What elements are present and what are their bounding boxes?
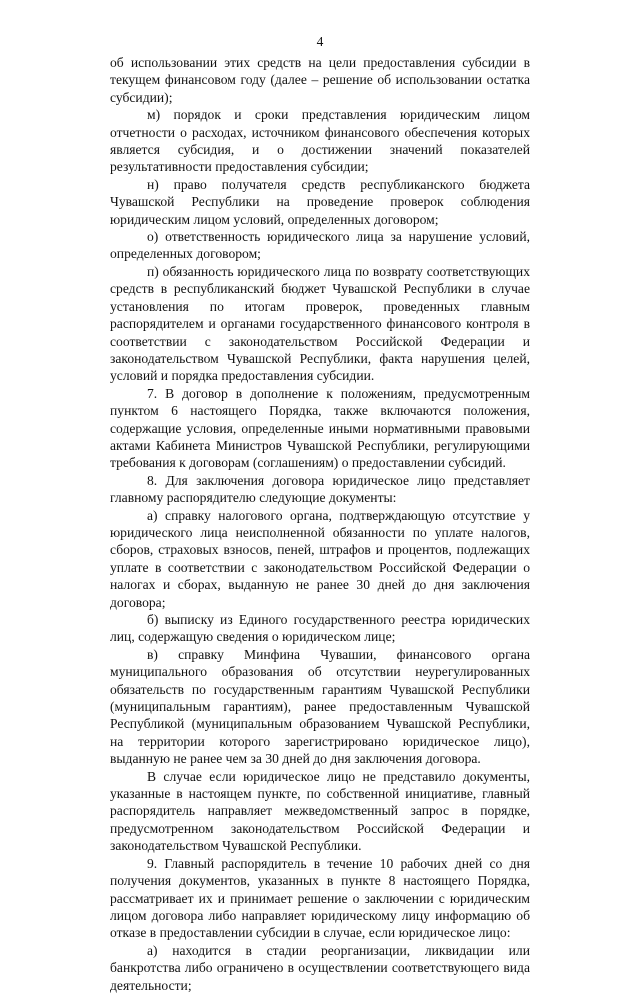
page-number: 4	[316, 34, 324, 49]
paragraph-p: п) обязанность юридического лица по возврату соответствующих средств в республиканский бюджет Чувашской Республики в случае установления по итогам проверок, проведенных главным распорядителем и органами государственного финансового контроля в соответствии с законодательством Российской Федерации и законодательством Чувашской Республики, факта нарушения целей, условий и порядка предоставления субсидии.	[110, 263, 530, 384]
paragraph-continuation: об использовании этих средств на цели предоставления субсидии в текущем финансовом году (далее – решение об использовании остатка субсидии);	[110, 55, 530, 105]
paragraph-8-v: в) справку Минфина Чувашии, финансового органа муниципального образования об отсутствии неурегулированных обязательств по государственным гарантиям Чувашской Республики (муниципальным гарантиям), ранее предоставленным Чувашской Республикой (муниципальным образованием Чувашской Республики, на территории которого зарегистрировано юридическое лицо), выданную не ранее чем за 30 дней до дня заключения договора.	[110, 646, 530, 767]
paragraph-7: 7. В договор в дополнение к положениям, предусмотренным пунктом 6 настоящего Порядка, также включаются положения, содержащие условия, определенные иными нормативными правовыми актами Кабинета Министров Чувашской Республики, регулирующими требования к договорам (соглашениям) о предоставлении субсидий.	[110, 385, 530, 471]
paragraph-n: н) право получателя средств республиканского бюджета Чувашской Республики на проведение проверок соблюдения юридическим лицом условий, определенных договором;	[110, 176, 530, 227]
paragraph-8-note: В случае если юридическое лицо не представило документы, указанные в настоящем пункте, по собственной инициативе, главный распорядитель направляет межведомственный запрос в порядке, предусмотренном законодательством Российской Федерации и законодательством Чувашской Республики.	[110, 768, 530, 854]
paragraph-m: м) порядок и сроки представления юридическим лицом отчетности о расходах, источником финансового обеспечения которых является субсидия, и о достижении значений показателей результативности предоставления субсидии;	[110, 107, 530, 175]
document-body	[110, 54, 530, 994]
paragraph-8: 8. Для заключения договора юридическое лицо представляет главному распорядителю следующие документы:	[110, 472, 530, 506]
paragraph-o: о) ответственность юридического лица за нарушение условий, определенных договором;	[110, 229, 530, 262]
paragraph-9-a: а) находится в стадии реорганизации, ликвидации или банкротства либо ограничено в осуществлении соответствующего вида деятельности;	[110, 942, 530, 993]
paragraph-9: 9. Главный распорядитель в течение 10 рабочих дней со дня получения документов, указанных в пункте 8 настоящего Порядка, рассматривает их и принимает решение о заключении с юридическим лицом договора либо направляет юридическому лицу информацию об отказе в предоставлении субсидии в случае, если юридическое лицо:	[110, 855, 530, 941]
paragraph-8-b: б) выписку из Единого государственного реестра юридических лиц, содержащую сведения о юридическом лице;	[110, 612, 530, 645]
paragraph-8-a: а) справку налогового органа, подтверждающую отсутствие у юридического лица неисполненной обязанности по уплате налогов, сборов, страховых взносов, пеней, штрафов и процентов, подлежащих уплате в соответствии с законодательством Российской Федерации о налогах и сборах, выданную не ранее 30 дней до дня заключения договора;	[110, 507, 530, 610]
